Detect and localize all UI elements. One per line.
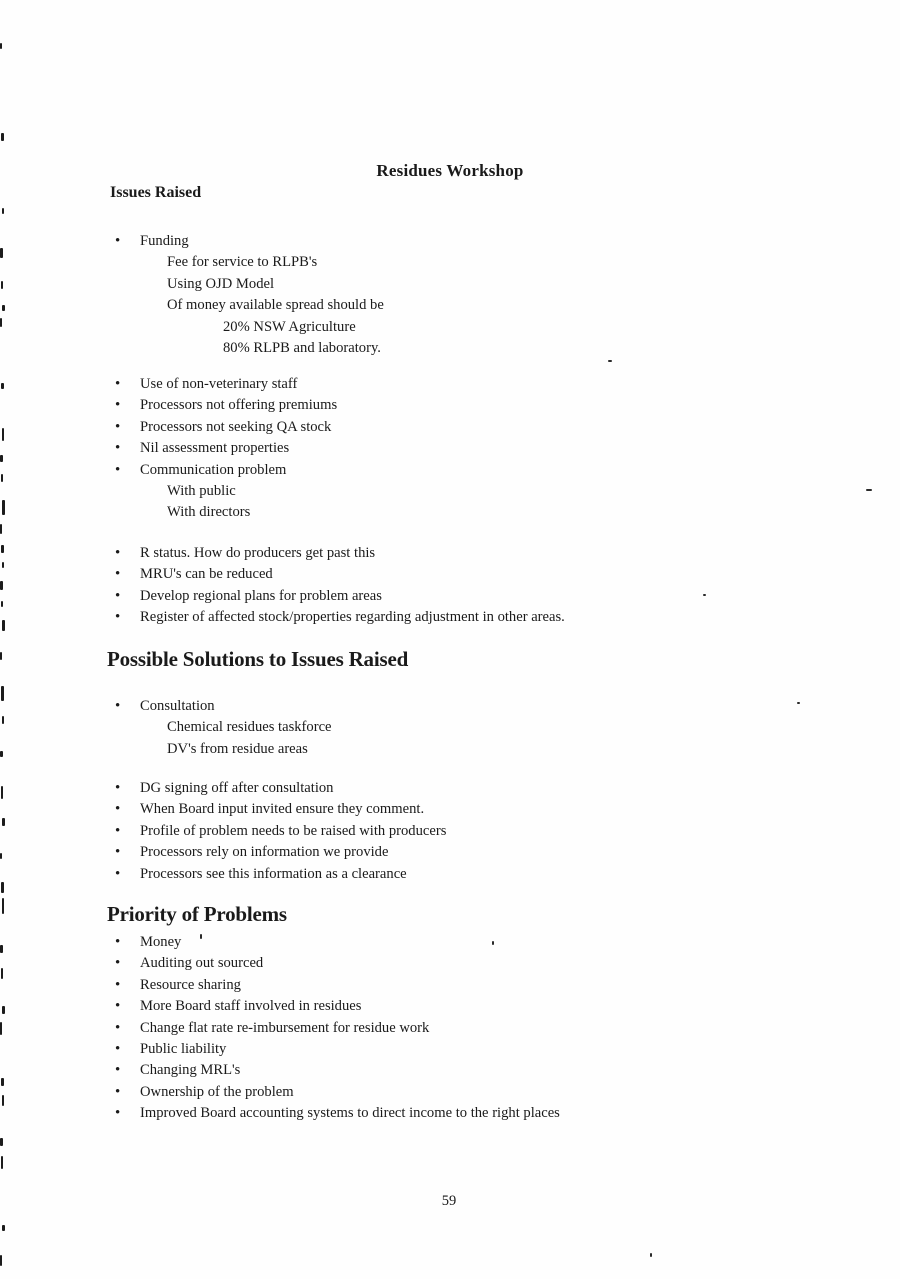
scan-artifact: [2, 1095, 4, 1106]
list-item-text: R status. How do producers get past this: [140, 545, 376, 561]
scan-artifact: [2, 716, 4, 724]
consultation-list: [115, 696, 815, 760]
list-item: [115, 586, 815, 607]
bullet-icon: [115, 799, 140, 820]
list-item-text: Profile of problem needs to be raised with producers: [140, 822, 447, 839]
scan-speck: [492, 941, 494, 945]
bullet-icon: [115, 564, 140, 585]
list-item: [115, 417, 815, 438]
bullet-icon: [115, 1060, 140, 1081]
page-title: Residues Workshop: [376, 161, 524, 180]
scan-artifact: [1, 968, 3, 979]
list-item: [115, 821, 815, 842]
list-item: [115, 953, 815, 974]
list-item-text: Changing MRL's: [140, 1062, 241, 1079]
page-number: 59: [441, 1193, 457, 1209]
bullet-icon: [115, 417, 140, 438]
list-item: [115, 842, 815, 863]
list-item: [115, 1018, 815, 1039]
bullet-icon: [115, 778, 140, 799]
list-item-text: Processors not seeking QA stock: [140, 418, 332, 435]
list-item-text: Funding: [140, 233, 189, 249]
list-item: [115, 799, 815, 820]
issues-list: [115, 374, 815, 524]
scan-artifact: [0, 248, 3, 258]
scan-artifact: [0, 43, 2, 49]
funding-list: [115, 231, 815, 359]
scan-speck: [703, 594, 706, 596]
list-item-text: MRU's can be reduced: [140, 566, 273, 583]
scan-artifact: [0, 1255, 2, 1266]
sub-item: With public: [167, 483, 236, 500]
bullet-icon: [115, 460, 140, 481]
bullet-icon: [115, 438, 140, 459]
scan-artifact: [2, 562, 4, 568]
list-item: [115, 1039, 815, 1060]
sub-sub-item: 80% RLPB and laboratory.: [223, 340, 381, 357]
list-item-text: Money: [140, 934, 182, 950]
scan-artifact: [2, 620, 5, 631]
bullet-icon: [115, 543, 140, 564]
list-item-text: When Board input invited ensure they comment.: [140, 801, 425, 818]
scan-artifact: [2, 1006, 5, 1014]
scan-artifact: [1, 686, 4, 701]
scan-artifact: [0, 1022, 2, 1035]
list-item-text: Register of affected stock/properties regarding adjustment in other areas.: [140, 609, 565, 626]
bullet-icon: [115, 975, 140, 996]
bullet-icon: [115, 374, 140, 395]
list-item-text: DG signing off after consultation: [140, 780, 334, 796]
bullet-icon: [115, 696, 140, 717]
scan-artifact: [0, 1138, 3, 1146]
list-item-text: Auditing out sourced: [140, 955, 264, 972]
list-item: [115, 564, 815, 585]
bullet-icon: [115, 932, 140, 953]
bullet-icon: [115, 1039, 140, 1060]
scan-artifact: [1, 1078, 4, 1086]
scan-artifact: [0, 853, 2, 859]
scan-speck: [200, 934, 202, 939]
scan-artifact: [0, 524, 2, 534]
sub-sub-item: 20% NSW Agriculture: [223, 318, 356, 335]
bullet-icon: [115, 1103, 140, 1124]
list-item-text: Use of non-veterinary staff: [140, 376, 298, 392]
list-item-text: Consultation: [140, 698, 215, 714]
scan-artifact: [1, 133, 4, 141]
list-item-text: Change flat rate re-imbursement for residue work: [140, 1019, 430, 1036]
list-item: [115, 1103, 815, 1124]
solutions-list: [115, 778, 815, 885]
scan-speck: [797, 702, 800, 704]
list-item: [115, 395, 815, 416]
bullet-icon: [115, 953, 140, 974]
scan-artifact: [1, 601, 3, 607]
scan-artifact: [2, 1225, 5, 1231]
scan-artifact: [2, 428, 4, 441]
scan-speck: [866, 489, 872, 491]
list-item-text: Communication problem: [140, 461, 287, 478]
list-item: [115, 778, 815, 799]
list-item: [115, 438, 815, 459]
bullet-icon: [115, 231, 140, 252]
priority-list: [115, 932, 815, 1125]
bullet-icon: [115, 821, 140, 842]
list-item: [115, 932, 815, 953]
bullet-icon: [115, 586, 140, 607]
list-item-text: Processors not offering premiums: [140, 397, 338, 414]
sub-item: With directors: [167, 504, 251, 521]
issues-list-2: [115, 543, 815, 629]
scan-artifact: [1, 786, 3, 799]
sub-item: Fee for service to RLPB's: [167, 254, 318, 271]
scan-artifact: [1, 281, 3, 289]
list-item: [115, 996, 815, 1017]
scan-artifact: [0, 318, 2, 327]
bullet-icon: [115, 607, 140, 628]
scan-speck: [608, 360, 612, 362]
bullet-icon: [115, 1018, 140, 1039]
list-item-text: Processors see this information as a clearance: [140, 865, 407, 882]
scan-artifact: [1, 545, 4, 553]
scan-artifact: [2, 898, 4, 914]
scan-artifact: [2, 208, 4, 214]
list-item: [115, 696, 815, 717]
issues-raised-heading: Issues Raised: [110, 184, 202, 201]
scan-artifact: [2, 500, 5, 515]
bullet-icon: [115, 1082, 140, 1103]
list-item: [115, 607, 815, 628]
list-item-text: More Board staff involved in residues: [140, 998, 362, 1015]
scan-artifact: [1, 1156, 3, 1169]
sub-item: Using OJD Model: [167, 275, 275, 292]
scan-speck: [650, 1253, 652, 1257]
list-item-text: Develop regional plans for problem areas: [140, 587, 382, 604]
list-item: [115, 1082, 815, 1103]
scan-artifact: [1, 474, 3, 482]
bullet-icon: [115, 864, 140, 885]
scan-artifact: [0, 945, 3, 953]
list-item: [115, 1060, 815, 1081]
bullet-icon: [115, 842, 140, 863]
sub-item: Of money available spread should be: [167, 297, 384, 314]
scan-artifact: [2, 305, 5, 311]
list-item-text: Public liability: [140, 1041, 227, 1058]
scan-artifact: [0, 581, 3, 590]
scan-artifact: [0, 455, 3, 462]
list-item: [115, 543, 815, 564]
bullet-icon: [115, 996, 140, 1017]
sub-item: DV's from residue areas: [167, 740, 308, 757]
scan-artifact: [1, 383, 4, 389]
list-item: [115, 975, 815, 996]
scan-artifact: [0, 751, 3, 757]
list-item: [115, 460, 815, 481]
scan-artifact: [2, 818, 5, 826]
list-item: [115, 231, 815, 252]
list-item-text: Resource sharing: [140, 976, 241, 993]
scan-artifact: [0, 652, 2, 660]
priority-heading: Priority of Problems: [107, 902, 287, 926]
list-item-text: Nil assessment properties: [140, 440, 290, 457]
bullet-icon: [115, 395, 140, 416]
sub-item: Chemical residues taskforce: [167, 719, 332, 736]
scan-artifact: [1, 882, 4, 893]
solutions-heading: Possible Solutions to Issues Raised: [107, 647, 409, 671]
list-item-text: Processors rely on information we provide: [140, 844, 389, 861]
list-item-text: Ownership of the problem: [140, 1083, 294, 1100]
list-item: [115, 864, 815, 885]
list-item-text: Improved Board accounting systems to direct income to the right places: [140, 1105, 560, 1122]
list-item: [115, 374, 815, 395]
